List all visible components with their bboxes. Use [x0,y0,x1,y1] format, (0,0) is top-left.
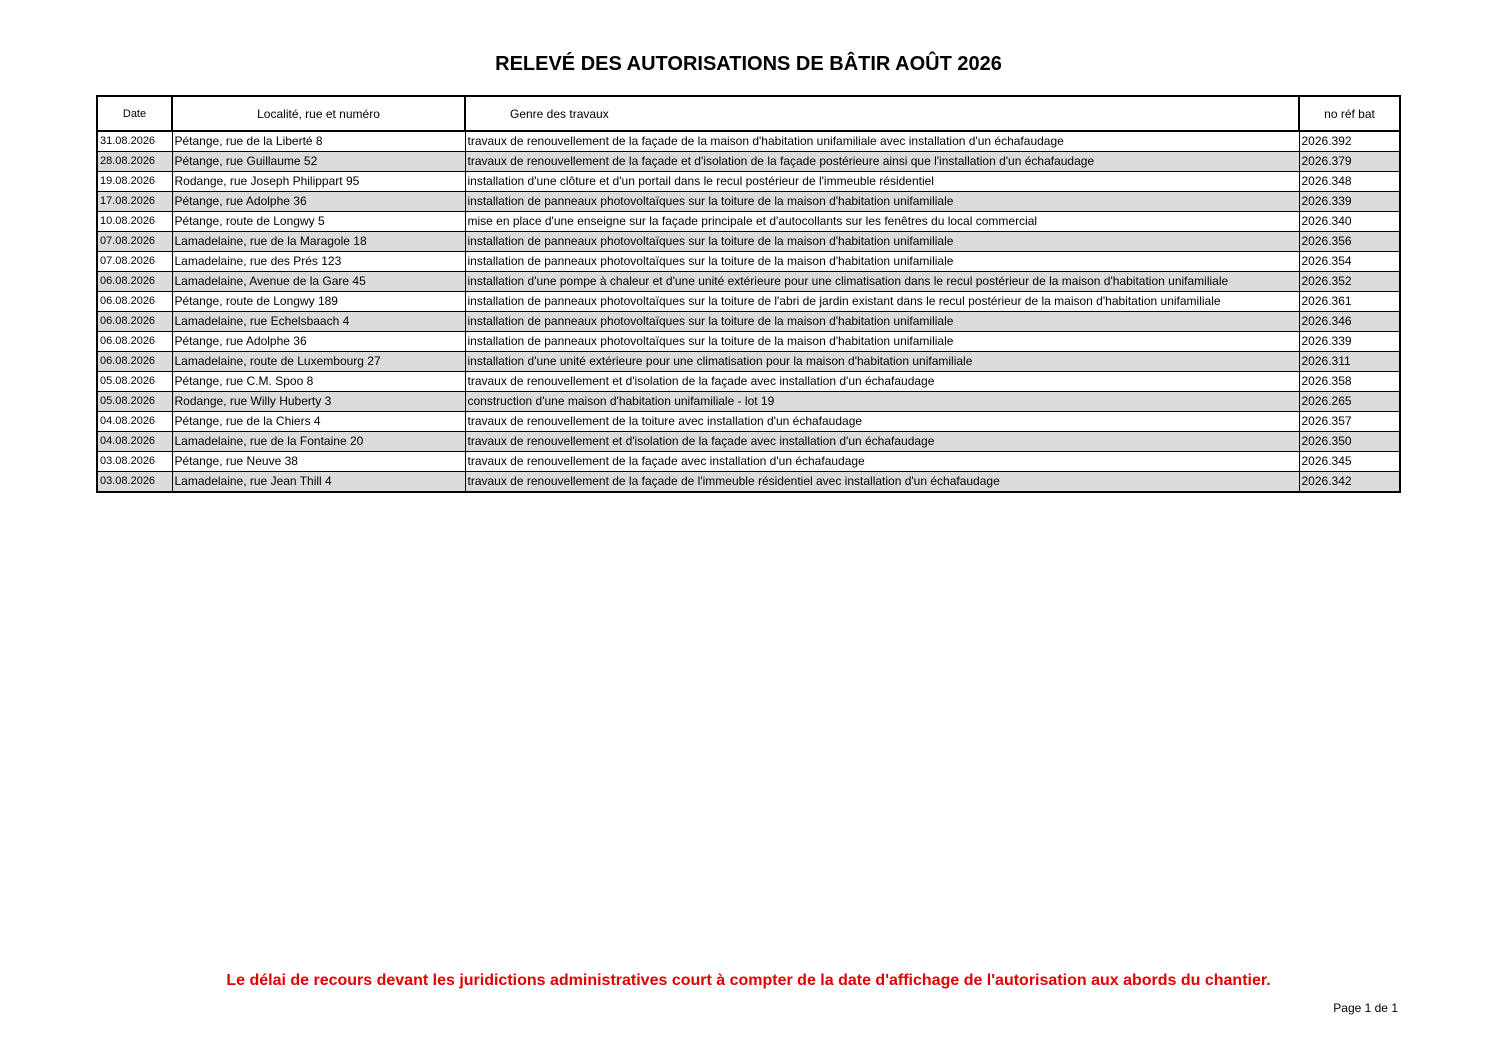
cell-ref: 2026.311 [1299,352,1400,372]
table-row [97,472,1400,493]
page-title: RELEVÉ DES AUTORISATIONS DE BÂTIR AOÛT 2026 [495,53,1002,76]
cell-location: Rodange, rue Joseph Philippart 95 [172,172,465,192]
cell-ref: 2026.345 [1299,452,1400,472]
cell-works: travaux de renouvellement et d'isolation de la façade avec installation d'un échafaudage [465,372,1299,392]
page-number: Page 1 de 1 [1333,1001,1398,1015]
cell-date: 06.08.2026 [97,312,172,332]
cell-date: 06.08.2026 [97,332,172,352]
table-row [97,312,1400,332]
cell-ref: 2026.358 [1299,372,1400,392]
table-row [97,432,1400,452]
header-works: Genre des travaux [465,96,1299,131]
cell-works: installation d'une unité extérieure pour une climatisation pour la maison d'habitation unifamiliale [465,352,1299,372]
cell-date: 31.08.2026 [97,131,172,152]
cell-date: 07.08.2026 [97,252,172,272]
cell-ref: 2026.361 [1299,292,1400,312]
cell-location: Lamadelaine, rue Echelsbaach 4 [172,312,465,332]
table-row [97,131,1400,152]
cell-date: 06.08.2026 [97,292,172,312]
cell-location: Pétange, route de Longwy 5 [172,212,465,232]
cell-works: travaux de renouvellement de la façade de l'immeuble résidentiel avec installation d'un échafaudage [465,472,1299,493]
header-date: Date [97,96,172,131]
cell-works: installation de panneaux photovoltaïques sur la toiture de la maison d'habitation unifamiliale [465,192,1299,212]
cell-ref: 2026.392 [1299,131,1400,152]
cell-date: 28.08.2026 [97,152,172,172]
permits-table [96,95,1401,493]
cell-ref: 2026.356 [1299,232,1400,252]
cell-location: Pétange, rue Guillaume 52 [172,152,465,172]
cell-location: Pétange, rue Adolphe 36 [172,332,465,352]
cell-works: installation de panneaux photovoltaïques sur la toiture de la maison d'habitation unifamiliale [465,252,1299,272]
cell-date: 05.08.2026 [97,372,172,392]
cell-works: installation de panneaux photovoltaïques sur la toiture de l'abri de jardin existant dans le recul postérieur de la maison d'habitation unifamiliale [465,292,1299,312]
cell-works: installation de panneaux photovoltaïques sur la toiture de la maison d'habitation unifamiliale [465,312,1299,332]
cell-works: installation d'une clôture et d'un portail dans le recul postérieur de l'immeuble résidentiel [465,172,1299,192]
table-row [97,232,1400,252]
cell-works: installation de panneaux photovoltaïques sur la toiture de la maison d'habitation unifamiliale [465,332,1299,352]
cell-ref: 2026.346 [1299,312,1400,332]
cell-location: Rodange, rue Willy Huberty 3 [172,392,465,412]
cell-ref: 2026.339 [1299,332,1400,352]
table-row [97,452,1400,472]
table-body [97,131,1400,492]
cell-location: Lamadelaine, route de Luxembourg 27 [172,352,465,372]
table-row [97,272,1400,292]
cell-ref: 2026.348 [1299,172,1400,192]
header-location: Localité, rue et numéro [172,96,465,131]
cell-works: travaux de renouvellement de la façade avec installation d'un échafaudage [465,452,1299,472]
cell-date: 03.08.2026 [97,452,172,472]
cell-location: Pétange, rue Neuve 38 [172,452,465,472]
cell-date: 04.08.2026 [97,412,172,432]
cell-works: mise en place d'une enseigne sur la façade principale et d'autocollants sur les fenêtres du local commercial [465,212,1299,232]
appeal-deadline-note: Le délai de recours devant les juridictions administratives court à compter de la date d'affichage de l'autorisation aux abords du chantier. [226,972,1271,989]
cell-works: installation d'une pompe à chaleur et d'une unité extérieure pour une climatisation dans le recul postérieur de la maison d'habitation unifamiliale [465,272,1299,292]
cell-works: travaux de renouvellement et d'isolation de la façade avec installation d'un échafaudage [465,432,1299,452]
cell-location: Pétange, rue de la Chiers 4 [172,412,465,432]
cell-date: 10.08.2026 [97,212,172,232]
cell-ref: 2026.357 [1299,412,1400,432]
cell-date: 04.08.2026 [97,432,172,452]
cell-date: 07.08.2026 [97,232,172,252]
cell-date: 05.08.2026 [97,392,172,412]
cell-date: 03.08.2026 [97,472,172,493]
cell-ref: 2026.340 [1299,212,1400,232]
table-row [97,332,1400,352]
cell-location: Lamadelaine, rue Jean Thill 4 [172,472,465,493]
cell-location: Lamadelaine, rue de la Maragole 18 [172,232,465,252]
cell-location: Pétange, rue C.M. Spoo 8 [172,372,465,392]
cell-location: Lamadelaine, rue des Prés 123 [172,252,465,272]
cell-location: Lamadelaine, rue de la Fontaine 20 [172,432,465,452]
cell-location: Pétange, route de Longwy 189 [172,292,465,312]
cell-date: 06.08.2026 [97,272,172,292]
table-row [97,392,1400,412]
cell-ref: 2026.342 [1299,472,1400,493]
table-header-row [97,96,1400,131]
cell-date: 19.08.2026 [97,172,172,192]
table-row [97,372,1400,392]
cell-location: Lamadelaine, Avenue de la Gare 45 [172,272,465,292]
table-row [97,412,1400,432]
cell-ref: 2026.350 [1299,432,1400,452]
cell-date: 06.08.2026 [97,352,172,372]
cell-ref: 2026.354 [1299,252,1400,272]
table-row [97,212,1400,232]
table-row [97,192,1400,212]
cell-works: travaux de renouvellement de la façade de la maison d'habitation unifamiliale avec installation d'un échafaudage [465,131,1299,152]
cell-ref: 2026.352 [1299,272,1400,292]
table-row [97,352,1400,372]
table-row [97,172,1400,192]
cell-location: Pétange, rue Adolphe 36 [172,192,465,212]
cell-works: installation de panneaux photovoltaïques sur la toiture de la maison d'habitation unifamiliale [465,232,1299,252]
cell-ref: 2026.265 [1299,392,1400,412]
cell-works: travaux de renouvellement de la façade et d'isolation de la façade postérieure ainsi que l'installation d'un échafaudage [465,152,1299,172]
cell-location: Pétange, rue de la Liberté 8 [172,131,465,152]
table-row [97,152,1400,172]
header-ref: no réf bat [1299,96,1400,131]
cell-works: travaux de renouvellement de la toiture avec installation d'un échafaudage [465,412,1299,432]
cell-ref: 2026.379 [1299,152,1400,172]
table-row [97,292,1400,312]
cell-works: construction d'une maison d'habitation unifamiliale - lot 19 [465,392,1299,412]
cell-ref: 2026.339 [1299,192,1400,212]
table-row [97,252,1400,272]
cell-date: 17.08.2026 [97,192,172,212]
